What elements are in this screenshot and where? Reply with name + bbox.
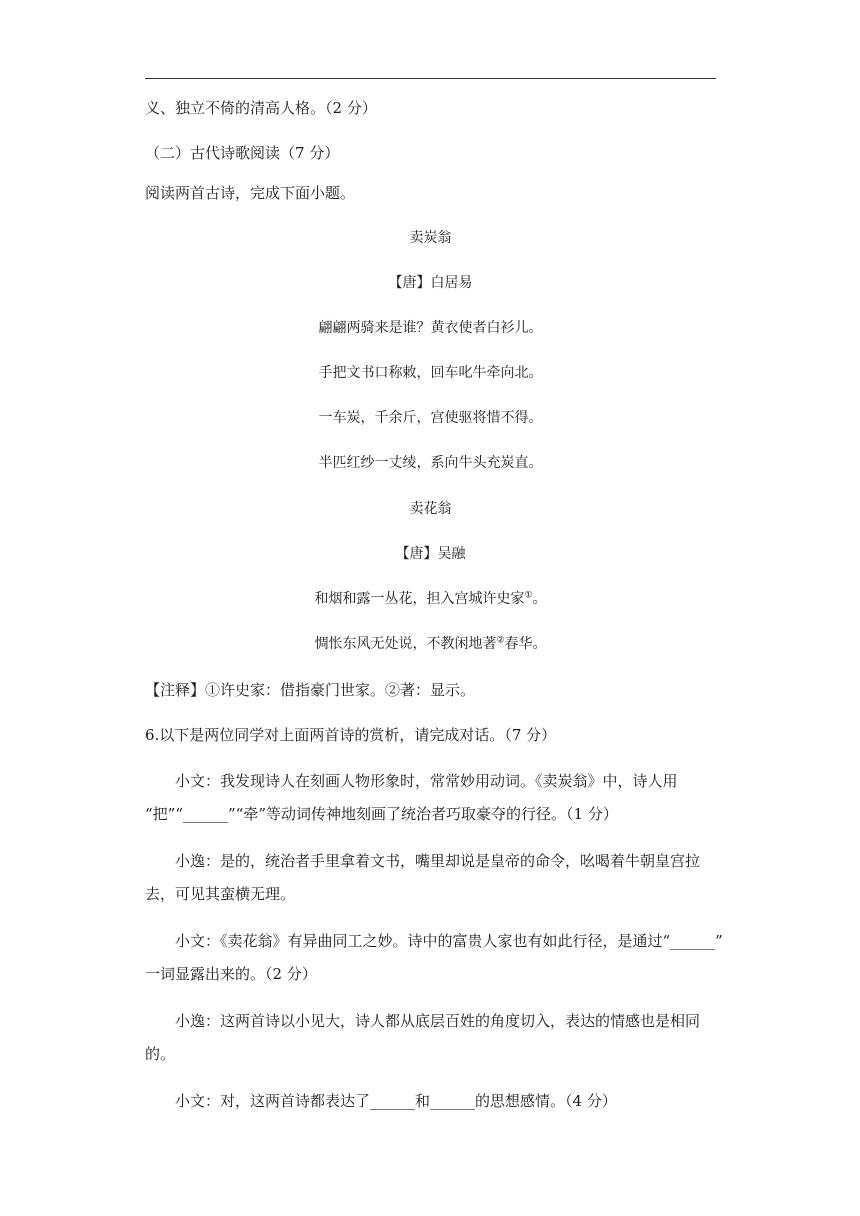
dialogue-text: 小逸：这两首诗以小见大，诗人都从底层百姓的角度切入，表达的情感也是相同 [175,1012,701,1030]
poem1-title: 卖炭翁 [409,230,452,246]
dialogue-para-3-line-2: 一词显露出来的。（2 分） [145,965,317,983]
poem2-line-1-end: 。 [532,591,547,607]
dialogue-para-4-line-1 [145,1011,716,1031]
dialogue-para-4-line-2: 的。 [145,1045,176,1063]
dialogue-para-2-line-2: 去，可见其蛮横无理。 [145,885,296,903]
poem1-line: 一车炭，千余斤，宫使驱将惜不得。 [318,410,543,426]
poem2-line-1-text: 和烟和露一丛花，担入宫城许史家 [314,591,525,607]
poem1-line: 半匹红纱一丈绫，系向牛头充炭直。 [318,455,543,471]
annotation-note: 【注释】①许史家：借指豪门世家。②著：显示。 [145,681,476,699]
dialogue-text: 小文：我发现诗人在刻画人物形象时，常常妙用动词。《卖炭翁》中，诗人用 [175,772,678,790]
poem2-line-2-end: 春华。 [504,636,547,652]
dialogue-para-5-line-1 [145,1091,716,1111]
dialogue-para-2-line-1 [145,851,716,871]
poem2-line-2-text: 惆怅东风无处说，不教闲地著 [314,636,497,652]
dialogue-text: 小逸：是的，统治者手里拿着文书，嘴里却说是皇帝的命令，吆喝着牛朝皇宫拉 [175,852,701,870]
dialogue-para-1-line-2: “把”“______”“牵”等动词传神地刻画了统治者巧取豪夺的行径。（1 分） [145,805,618,823]
header-rule [145,78,716,79]
footnote-mark-2: ② [496,635,505,646]
section-title: （二）古代诗歌阅读（7 分） [145,144,340,162]
intro-tail: 义、独立不倚的清高人格。（2 分） [145,99,377,117]
poem1-line: 翩翩两骑来是谁？黄衣使者白衫儿。 [318,320,543,336]
footnote-mark-1: ① [524,590,533,601]
question-6: 6.以下是两位同学对上面两首诗的赏析，请完成对话。（7 分） [145,726,557,744]
dialogue-text: 小文：对，这两首诗都表达了______和______的思想感情。（4 分） [175,1092,617,1110]
poem2-line-2 [145,634,716,654]
poem2-author: 【唐】吴融 [395,546,466,562]
dialogue-para-1-line-1 [145,771,716,791]
poem2-line-1 [145,589,716,609]
poem1-author: 【唐】白居易 [388,275,473,291]
dialogue-para-3-line-1 [145,931,723,951]
instruction: 阅读两首古诗，完成下面小题。 [145,184,356,202]
dialogue-text: 小文：《卖花翁》有异曲同工之妙。诗中的富贵人家也有如此行径，是通过“______” [175,932,723,950]
poem1-line: 手把文书口称敕，回车叱牛牵向北。 [318,365,543,381]
poem2-title: 卖花翁 [409,501,452,517]
